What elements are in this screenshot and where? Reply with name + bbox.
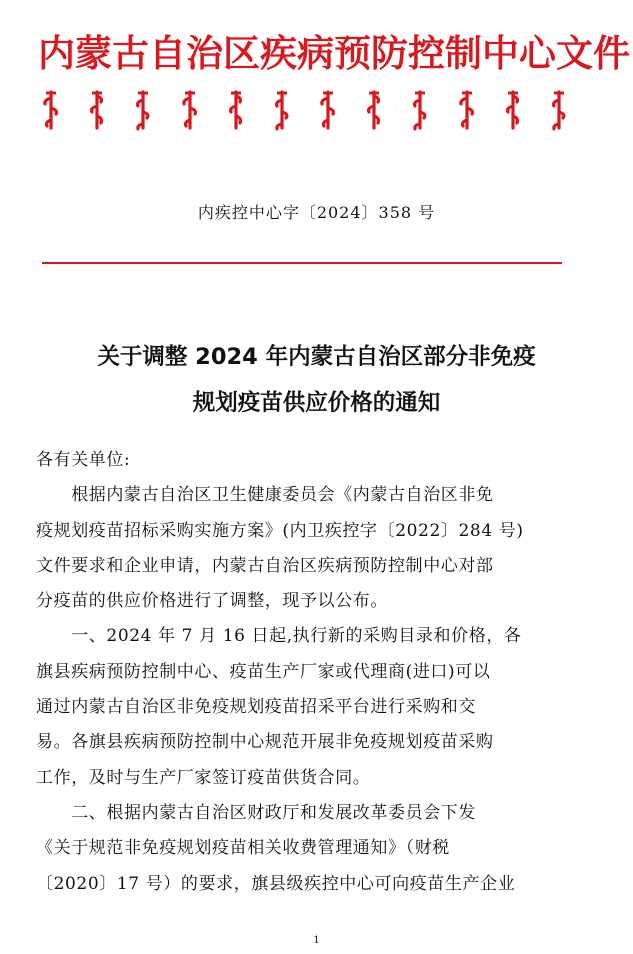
mongolian-word-glyph — [363, 90, 385, 132]
body-line: 易。各旗县疾病预防控制中心规范开展非免疫规划疫苗采购 — [36, 732, 494, 753]
body-line: 疫规划疫苗招标采购实施方案》(内卫疾控字〔2022〕284 号) — [36, 520, 524, 541]
body-line: 〔2020〕17 号）的要求，旗县级疾控中心可向疫苗生产企业 — [36, 873, 516, 894]
page-number: 1 — [313, 935, 320, 946]
document-number: 内疾控中心字〔2024〕358 号 — [197, 203, 436, 222]
body-line: 《关于规范非免疫规划疫苗相关收费管理通知》（财税 — [36, 838, 450, 859]
body-line: 根据内蒙古自治区卫生健康委员会《内蒙古自治区非免 — [36, 485, 494, 506]
body-line: 各有关单位: — [36, 450, 131, 470]
notice-title-line-2: 规划疫苗供应价格的通知 — [192, 390, 441, 416]
red-divider — [42, 262, 562, 264]
mongolian-word-glyph — [317, 90, 339, 132]
mongolian-word-glyph — [409, 90, 431, 132]
notice-title-line-1: 关于调整 2024 年内蒙古自治区部分非免疫 — [97, 344, 536, 370]
mongolian-word-glyph — [179, 90, 201, 132]
body-line: 文件要求和企业申请，内蒙古自治区疾病预防控制中心对部 — [36, 555, 494, 576]
body-line: 工作，及时与生产厂家签订疫苗供货合同。 — [36, 767, 371, 788]
mongolian-word-glyph — [456, 90, 478, 132]
notice-body — [36, 443, 576, 902]
mongolian-script-title — [40, 90, 570, 132]
mongolian-word-glyph — [271, 90, 293, 132]
notice-title — [0, 334, 633, 426]
mongolian-word-glyph — [225, 90, 247, 132]
document-header-title: 内蒙古自治区疾病预防控制中心文件 — [38, 32, 630, 75]
mongolian-word-glyph — [40, 90, 62, 132]
body-line: 二、根据内蒙古自治区财政厅和发展改革委员会下发 — [36, 802, 476, 823]
body-line: 通过内蒙古自治区非免疫规划疫苗招采平台进行采购和交 — [36, 697, 476, 718]
body-line: 一、2024 年 7 月 16 日起,执行新的采购目录和价格，各 — [36, 626, 522, 647]
body-line: 旗县疾病预防控制中心、疫苗生产厂家或代理商(进口)可以 — [36, 661, 491, 682]
mongolian-word-glyph — [548, 90, 570, 132]
mongolian-word-glyph — [86, 90, 108, 132]
mongolian-word-glyph — [132, 90, 154, 132]
body-line: 分疫苗的供应价格进行了调整，现予以公布。 — [36, 591, 388, 612]
mongolian-word-glyph — [502, 90, 524, 132]
